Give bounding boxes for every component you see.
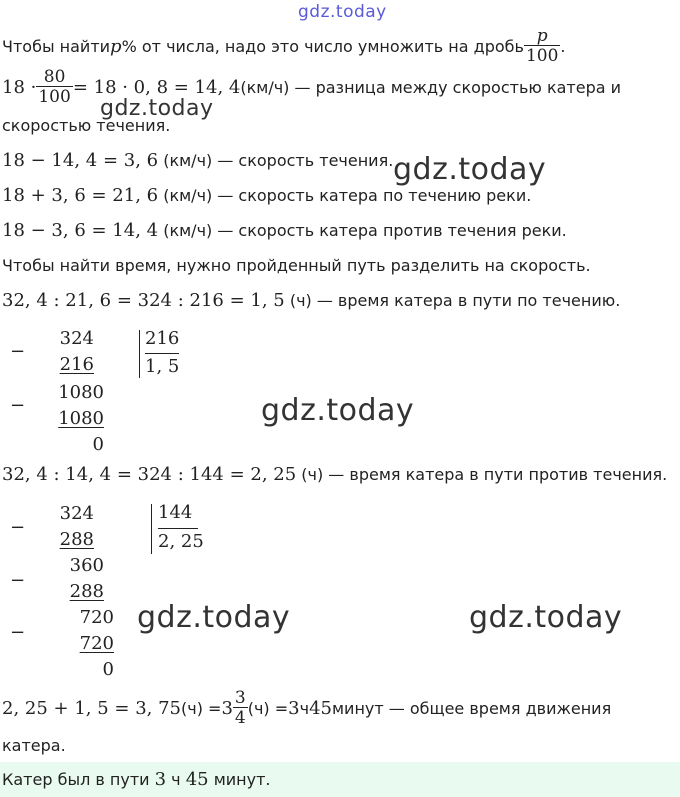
watermark: gdz.today <box>137 600 291 635</box>
answer-box <box>0 762 680 797</box>
line-speed-with-current: 18 + 3, 6 = 21, 6 (км/ч) — скорость катера по течению реки. <box>2 185 532 206</box>
fraction-3-4: $\frac{3}{4}$ <box>234 687 246 728</box>
line-total-time-cont: катера. <box>2 736 66 755</box>
fraction-80-100: $\frac{80}{100}$ <box>38 66 71 107</box>
rule-time: Чтобы найти время, нужно пройденный путь разделить на скорость. <box>2 256 591 275</box>
line-speed-against-current: 18 − 3, 6 = 14, 4 (км/ч) — скорость катера против течения реки. <box>2 220 567 241</box>
rule-percent: Чтобы найти p % от числа, надо это число умножить на дробь $\frac{p}{100}$ . <box>2 25 566 66</box>
answer-text: Катер был в пути 3 ч 45 минут. <box>2 769 271 790</box>
line-speed-difference-cont: скоростью течения. <box>2 116 171 135</box>
line-current-speed: 18 − 14, 4 = 3, 6 (км/ч) — скорость течения. <box>2 150 394 171</box>
line-time-against-current: 32, 4 : 14, 4 = 324 : 144 = 2, 25 (ч) — время катера в пути против течения. <box>2 464 668 485</box>
fraction-p-100: $\frac{p}{100}$ <box>525 25 559 66</box>
line-total-time: 2, 25 + 1, 5 = 3, 75 (ч) = 3 $\frac{3}{4}$ (ч) = 3 ч 45 минут — общее время движения <box>2 687 612 728</box>
watermark: gdz.today <box>393 152 547 187</box>
line-time-with-current: 32, 4 : 21, 6 = 324 : 216 = 1, 5 (ч) — время катера в пути по течению. <box>2 290 621 311</box>
watermark: gdz.today <box>100 96 214 121</box>
watermark-top: gdz.today <box>298 2 387 22</box>
watermark: gdz.today <box>469 600 623 635</box>
watermark: gdz.today <box>261 393 415 428</box>
line-speed-difference: 18 · $\frac{80}{100}$ = 18 · 0, 8 = 14, 4 (км/ч) — разница между скоростью катера и <box>2 66 622 107</box>
